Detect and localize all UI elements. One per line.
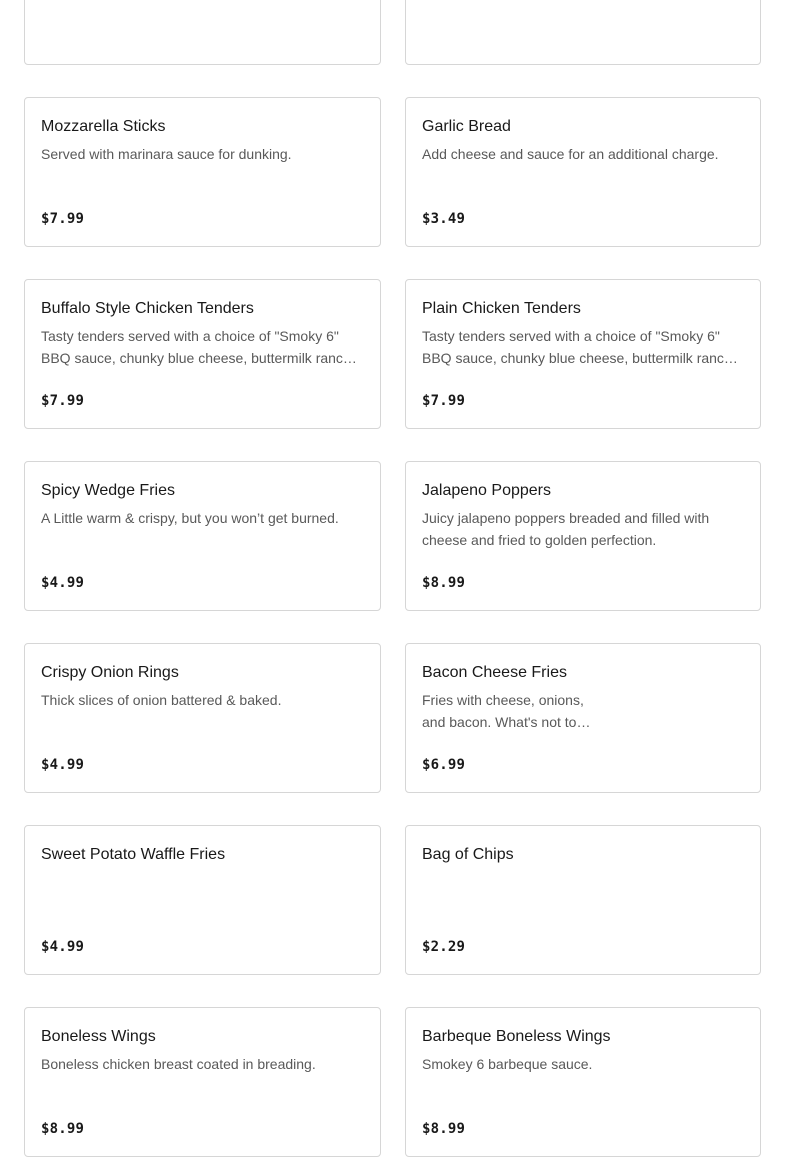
item-price: $2.29 (422, 939, 466, 955)
item-name: Bag of Chips (422, 846, 514, 863)
item-name: Sweet Potato Waffle Fries (41, 846, 226, 863)
item-name: Garlic Bread (422, 118, 511, 135)
item-description: Thick slices of onion battered & baked. (41, 692, 282, 708)
item-price: $4.99 (41, 575, 85, 591)
item-name: Barbeque Boneless Wings (422, 1028, 611, 1045)
item-name: Crispy Onion Rings (41, 664, 179, 681)
item-name: Spicy Wedge Fries (41, 482, 175, 499)
menu-item-card-sweet-potato-waffle-fries[interactable] (24, 825, 381, 975)
menu-item-card-spicy-wedge-fries[interactable] (24, 461, 381, 611)
item-price: $3.49 (422, 211, 466, 227)
menu-item-card-mozzarella-sticks[interactable] (24, 97, 381, 247)
item-description: A Little warm & crispy, but you won’t get burned. (41, 510, 339, 526)
item-name: Plain Chicken Tenders (422, 300, 581, 317)
item-name: Mozzarella Sticks (41, 118, 166, 135)
menu-item-card-boneless-wings[interactable] (24, 1007, 381, 1157)
item-name: Boneless Wings (41, 1028, 156, 1045)
menu-item-card-barbeque-boneless-wings[interactable] (405, 1007, 761, 1157)
item-price: $4.99 (41, 757, 85, 773)
item-description: Fries with cheese, onions, and bacon. What's not to… (422, 692, 591, 730)
item-price: $7.99 (41, 393, 85, 409)
item-description: Served with marinara sauce for dunking. (41, 146, 292, 162)
item-price: $8.99 (422, 575, 466, 591)
item-price: $8.99 (422, 1121, 466, 1137)
item-price: $4.99 (41, 939, 85, 955)
menu-item-card-crispy-onion-rings[interactable] (24, 643, 381, 793)
item-description: Juicy jalapeno poppers breaded and filled with cheese and fried to golden perfection. (422, 510, 710, 548)
item-price: $6.99 (422, 757, 466, 773)
menu-item-card[interactable] (24, 0, 381, 65)
menu-item-card-plain-chicken-tenders[interactable] (405, 279, 761, 429)
menu-item-card-bag-of-chips[interactable] (405, 825, 761, 975)
item-price: $7.99 (41, 211, 85, 227)
item-price: $7.99 (422, 393, 466, 409)
item-name: Jalapeno Poppers (422, 482, 551, 499)
menu-item-card[interactable] (405, 0, 761, 65)
item-description: Boneless chicken breast coated in breading. (41, 1056, 316, 1072)
menu-item-card-buffalo-chicken-tenders[interactable] (24, 279, 381, 429)
item-description: Add cheese and sauce for an additional charge. (422, 146, 719, 162)
item-name: Bacon Cheese Fries (422, 664, 567, 681)
item-price: $8.99 (41, 1121, 85, 1137)
item-description: Smokey 6 barbeque sauce. (422, 1056, 593, 1072)
item-description: Tasty tenders served with a choice of "Smoky 6" BBQ sauce, chunky blue cheese, buttermilk ranc… (41, 328, 357, 366)
menu-item-card-bacon-cheese-fries[interactable] (405, 643, 761, 793)
menu-item-card-jalapeno-poppers[interactable] (405, 461, 761, 611)
menu-item-card-garlic-bread[interactable] (405, 97, 761, 247)
item-description: Tasty tenders served with a choice of "Smoky 6" BBQ sauce, chunky blue cheese, buttermilk ranc… (422, 328, 738, 366)
item-name: Buffalo Style Chicken Tenders (41, 300, 254, 317)
